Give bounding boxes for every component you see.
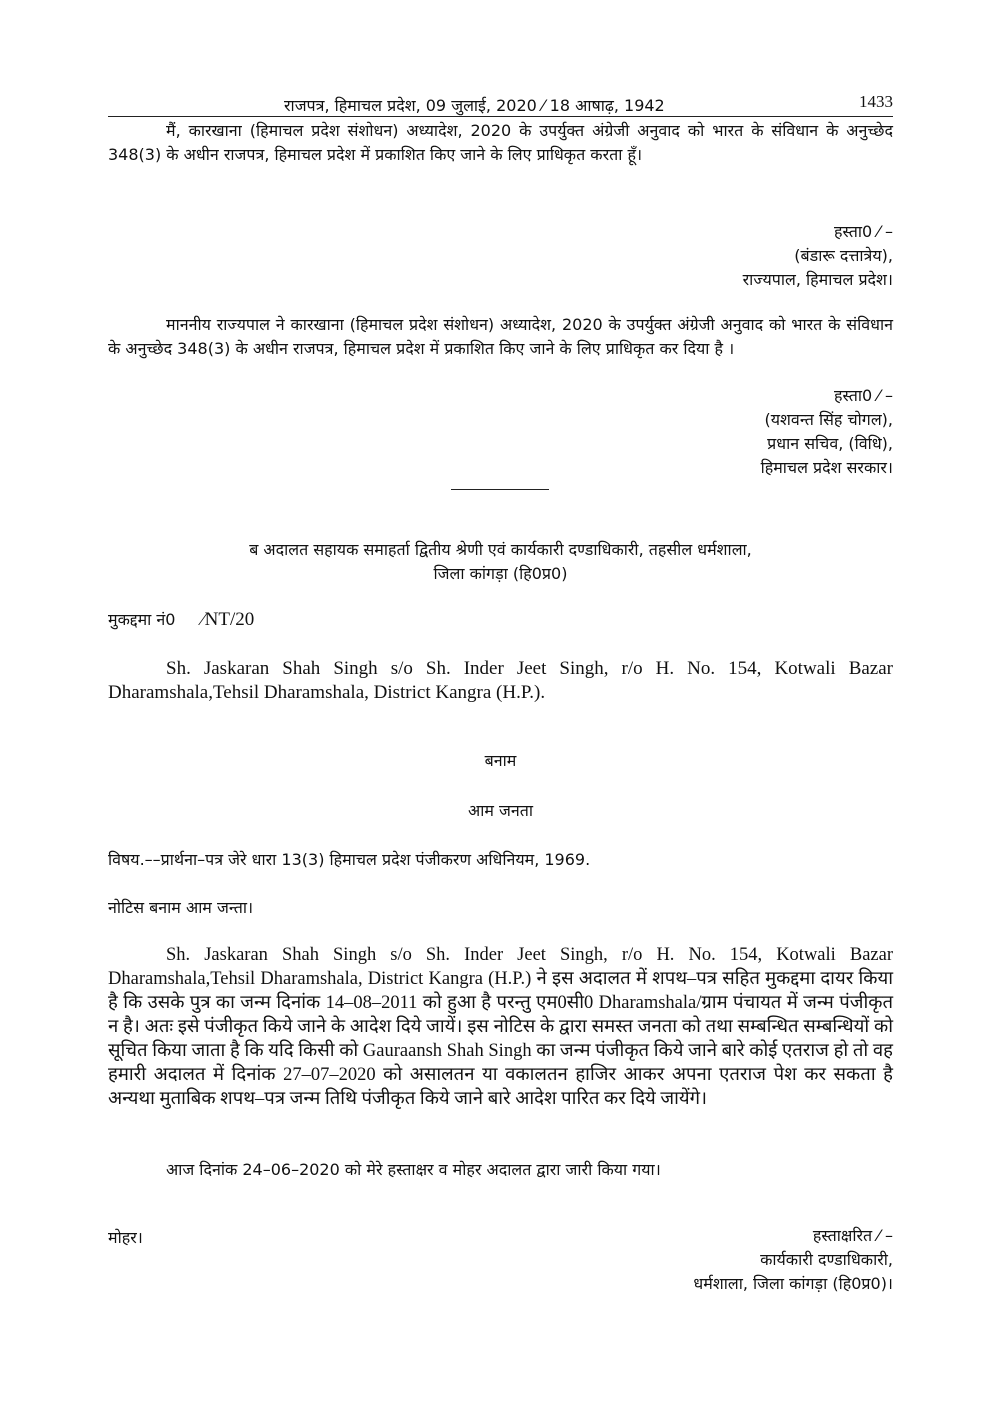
signatory-designation: प्रधान सचिव, (विधि),	[767, 434, 893, 453]
case-number-label: मुकद्दमा नं0	[108, 610, 176, 629]
versus-label: बनाम	[484, 751, 517, 770]
section-divider	[451, 489, 549, 490]
respondent-label: आम जनता	[467, 801, 534, 820]
subject-line: विषय.––प्रार्थना–पत्र जेरे धारा 13(3) हिमाचल प्रदेश पंजीकरण अधिनियम, 1969.	[108, 850, 591, 869]
magistrate-signature-block	[693, 1224, 893, 1296]
signature-mark: हस्ताक्षरित ⁄ –	[812, 1226, 893, 1245]
page-header	[108, 92, 893, 117]
signatory-office: हिमाचल प्रदेश सरकार।	[760, 458, 893, 477]
signature-mark: हस्ता0 ⁄ –	[833, 222, 893, 241]
authorization-paragraph-governor: मैं, कारखाना (हिमाचल प्रदेश संशोधन) अध्यादेश, 2020 के उपर्युक्त अंग्रेजी अनुवाद को भारत के संविधान के अनुच्छेद 348(3) के अधीन राजपत्र, हिमाचल प्रदेश में प्रकाशित किए जाने के लिए प्राधिकृत करता हूँ।	[108, 121, 893, 164]
page-number: 1433	[859, 92, 893, 111]
notice-body: Sh. Jaskaran Shah Singh s/o Sh. Inder Jeet Singh, r/o H. No. 154, Kotwali Bazar Dharamshala,Tehsil Dharamshala, District Kangra (H.P.) ने इस अदालत में शपथ–पत्र सहित मुकद्दमा दायर किया है कि उसके पुत्र का जन्म दिनांक 14–08–2011 को हुआ है परन्तु एम0सी0 Dharamshala/ग्राम पंचायत में जन्म पंजीकृत न है। अतः इसे पंजीकृत किये जाने के आदेश दिये जायें। इस नोटिस के द्वारा समस्त जनता को तथा सम्बन्धित सम्बन्धियों को सूचित किया जाता है कि यदि किसी को Gauraansh Shah Singh का जन्म पंजीकृत किये जाने बारे कोई एतराज हो तो वह हमारी अदालत में दिनांक 27–07–2020 को असालतन या वकालतन हाजिर आकर अपना एतराज पेश कर सकता है अन्यथा मुताबिक शपथ–पत्र जन्म तिथि पंजीकृत किये जाने बारे आदेश पारित कर दिये जायेंगे।	[108, 945, 893, 1109]
secretary-signature-block	[761, 384, 893, 480]
petitioner-details: Sh. Jaskaran Shah Singh s/o Sh. Inder Jeet Singh, r/o H. No. 154, Kotwali Bazar Dharamshala,Tehsil Dharamshala, District Kangra (H.P.).	[108, 658, 893, 703]
case-number	[108, 608, 254, 633]
seal-label: मोहर।	[108, 1228, 143, 1247]
signatory-name: (बंडारू दत्तात्रेय),	[794, 246, 893, 265]
signatory-designation: राज्यपाल, हिमाचल प्रदेश।	[742, 270, 893, 289]
court-heading-line-2: जिला कांगड़ा (हि0प्र0)	[433, 564, 568, 583]
notice-title: नोटिस बनाम आम जन्ता।	[108, 898, 254, 917]
signatory-name: (यशवन्त सिंह चोगल),	[764, 410, 893, 429]
case-number-value: ⁄NT/20	[201, 609, 255, 630]
header-title: राजपत्र, हिमाचल प्रदेश, 09 जुलाई, 2020 ⁄ 18 आषाढ़, 1942	[284, 96, 665, 115]
signatory-office: धर्मशाला, जिला कांगड़ा (हि0प्र0)।	[693, 1274, 893, 1293]
signature-mark: हस्ता0 ⁄ –	[833, 386, 893, 405]
governor-signature-block	[743, 220, 893, 292]
signatory-designation: कार्यकारी दण्डाधिकारी,	[760, 1250, 893, 1269]
court-heading-line-1: ब अदालत सहायक समाहर्ता द्वितीय श्रेणी एवं कार्यकारी दण्डाधिकारी, तहसील धर्मशाला,	[249, 540, 752, 559]
authorization-paragraph-secretary: माननीय राज्यपाल ने कारखाना (हिमाचल प्रदेश संशोधन) अध्यादेश, 2020 के उपर्युक्त अंग्रेजी अनुवाद को भारत के संविधान के अनुच्छेद 348(3) के अधीन राजपत्र, हिमाचल प्रदेश में प्रकाशित किए जाने के लिए प्राधिकृत कर दिया है ।	[108, 315, 893, 358]
court-heading	[108, 538, 893, 586]
issue-line: आज दिनांक 24–06–2020 को मेरे हस्ताक्षर व मोहर अदालत द्वारा जारी किया गया।	[166, 1160, 661, 1179]
